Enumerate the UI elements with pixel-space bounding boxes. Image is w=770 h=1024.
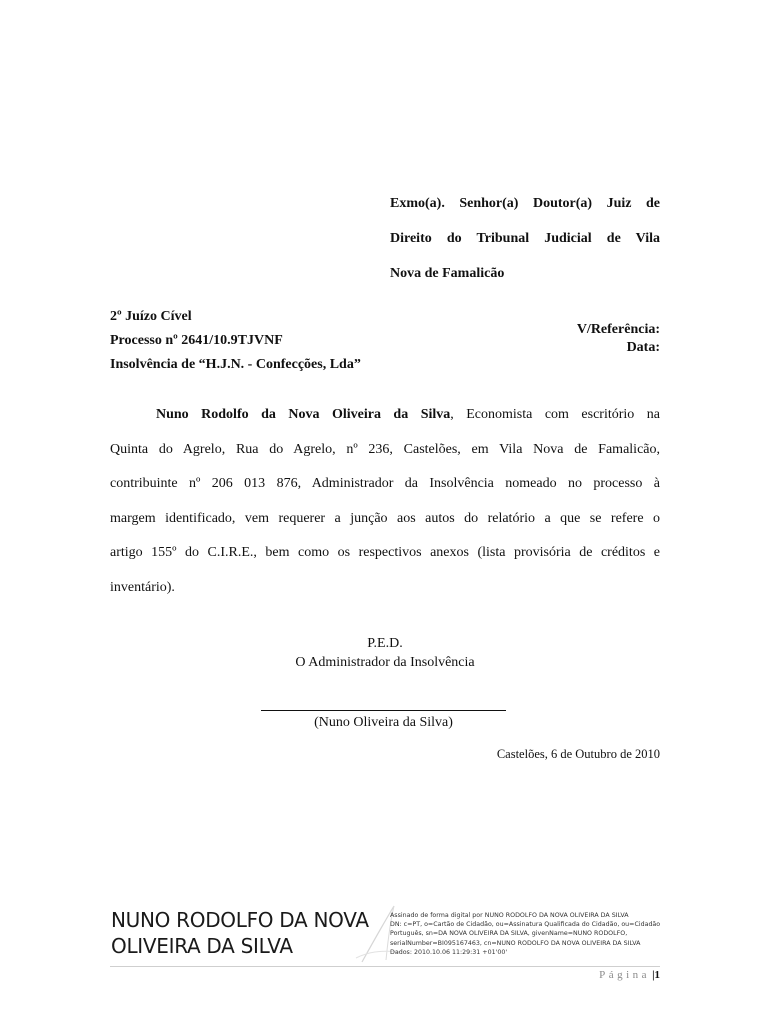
addressee-line: Exmo(a). Senhor(a) Doutor(a) Juiz de — [390, 196, 660, 211]
page-separator: | — [652, 969, 655, 981]
case-info-block — [110, 305, 430, 377]
page-label: Página — [599, 969, 651, 981]
signature-detail-line: Dados: 2010.10.06 11:29:31 +01'00' — [390, 948, 508, 956]
date-label: Data: — [626, 340, 660, 355]
digital-signature-name-line: OLIVEIRA DA SILVA — [111, 934, 293, 958]
body-line: contribuinte nº 206 013 876, Administrador da Insolvência nomeado no processo à — [110, 476, 660, 491]
insolvency-title: Insolvência de “H.J.N. - Confecções, Lda” — [110, 357, 361, 372]
body-line: inventário). — [110, 579, 175, 595]
digital-signature-details — [390, 911, 665, 957]
body-line — [110, 398, 660, 433]
page-footer — [460, 967, 660, 983]
administrator-name: Nuno Rodolfo da Nova Oliveira da Silva — [156, 407, 451, 422]
signature-detail-line: Português, sn=DA NOVA OLIVEIRA DA SILVA, givenName=NUNO RODOLFO, — [390, 930, 628, 938]
place-date: Castelões, 6 de Outubro de 2010 — [496, 747, 660, 761]
body-paragraph — [110, 398, 660, 605]
body-line: artigo 155º do C.I.R.E., bem como os respectivos anexos (lista provisória de créditos e — [110, 545, 660, 560]
reference-block — [460, 321, 660, 357]
addressee-line: Nova de Famalicão — [390, 266, 505, 281]
closing-block — [110, 634, 660, 672]
digital-signature-name-line: NUNO RODOLFO DA NOVA — [111, 908, 369, 932]
signature-detail-line: Assinado de forma digital por NUNO RODOLFO DA NOVA OLIVEIRA DA SILVA — [390, 912, 629, 919]
signature-detail-line: DN: c=PT, o=Cartão de Cidadão, ou=Assinatura Qualificada do Cidadão, ou=Cidadão — [390, 921, 661, 929]
addressee-line: Direito do Tribunal Judicial de Vila — [390, 231, 660, 246]
signatory-name: (Nuno Oliveira da Silva) — [314, 715, 453, 730]
signature-detail-line: serialNumber=BI095167463, cn=NUNO RODOLFO DA NOVA OLIVEIRA DA SILVA — [390, 939, 641, 947]
ped-text: P.E.D. — [367, 636, 403, 651]
administrator-role: O Administrador da Insolvência — [295, 655, 475, 670]
page-number: 1 — [654, 969, 660, 981]
process-number: Processo nº 2641/10.9TJVNF — [110, 333, 283, 348]
digital-signature-name — [111, 907, 391, 959]
signature-line — [261, 710, 506, 711]
court-name: 2º Juízo Cível — [110, 309, 192, 324]
body-line-rest: , Economista com escritório na — [450, 407, 660, 422]
addressee-block — [390, 186, 660, 291]
body-line: margem identificado, vem requerer a junção aos autos do relatório a que se refere o — [110, 510, 660, 526]
reference-label: V/Referência: — [576, 322, 660, 337]
body-line: Quinta do Agrelo, Rua do Agrelo, nº 236, Castelões, em Vila Nova de Famalicão, — [110, 441, 660, 457]
